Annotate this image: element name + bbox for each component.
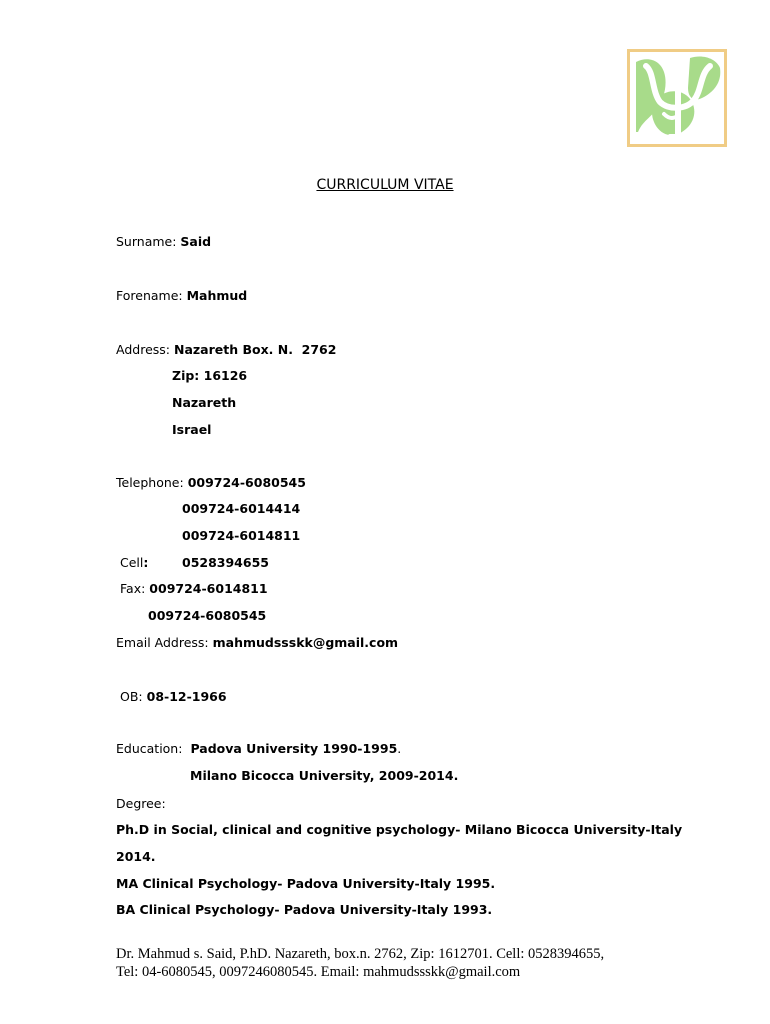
forename-row	[116, 288, 247, 303]
telephone-number-1: 009724-6080545	[187, 475, 306, 490]
address-country: Israel	[172, 422, 212, 437]
address-line1: Nazareth Box. N. 2762	[173, 342, 337, 357]
surname-row	[116, 234, 211, 249]
degree-item-2: MA Clinical Psychology- Padova University-Italy 1995.	[116, 876, 496, 891]
ob-label: OB:	[120, 689, 143, 704]
fax-number-2: 009724-6080545	[148, 608, 267, 623]
cell-row	[120, 555, 148, 570]
telephone-number-3: 009724-6014811	[182, 528, 301, 543]
email-value: mahmudssskk@gmail.com	[212, 635, 399, 650]
psi-logo	[627, 49, 727, 147]
degree-item-1-year: 2014.	[116, 849, 156, 864]
fax-number-1: 009724-6014811	[149, 581, 268, 596]
email-row	[116, 635, 398, 650]
surname-label: Surname:	[116, 234, 177, 249]
footer-line-2: Tel: 04-6080545, 0097246080545. Email: mahmudssskk@gmail.com	[116, 964, 521, 980]
address-row	[116, 342, 336, 357]
address-zip: Zip: 16126	[172, 368, 248, 383]
forename-label: Forename:	[116, 288, 183, 303]
address-label: Address:	[116, 342, 170, 357]
cell-value: 0528394655	[182, 555, 269, 570]
fax-label: Fax:	[120, 581, 146, 596]
psi-icon	[630, 52, 724, 144]
telephone-row	[116, 475, 306, 490]
page-title: CURRICULUM VITAE	[316, 177, 454, 193]
degree-label: Degree:	[116, 796, 166, 811]
footer-line-1: Dr. Mahmud s. Said, P.hD. Nazareth, box.n. 2762, Zip: 1612701. Cell: 0528394655,	[116, 946, 605, 962]
education-item-1-dot: .	[397, 741, 402, 756]
telephone-label: Telephone:	[116, 475, 184, 490]
degree-item-3: BA Clinical Psychology- Padova University-Italy 1993.	[116, 902, 493, 917]
surname-value: Said	[180, 234, 212, 249]
cell-label: Cell	[120, 555, 144, 570]
degree-item-1: Ph.D in Social, clinical and cognitive psychology- Milano Bicocca University-Italy	[116, 822, 683, 837]
ob-value: 08-12-1966	[146, 689, 227, 704]
ob-row	[120, 689, 227, 704]
fax-row	[120, 581, 268, 596]
education-item-1: Padova University 1990-1995	[190, 741, 398, 756]
address-city: Nazareth	[172, 395, 237, 410]
telephone-number-2: 009724-6014414	[182, 501, 301, 516]
cell-colon: :	[143, 555, 149, 570]
education-item-2: Milano Bicocca University, 2009-2014.	[190, 768, 459, 783]
education-row	[116, 741, 401, 756]
email-label: Email Address:	[116, 635, 209, 650]
education-label: Education:	[116, 741, 183, 756]
forename-value: Mahmud	[186, 288, 248, 303]
